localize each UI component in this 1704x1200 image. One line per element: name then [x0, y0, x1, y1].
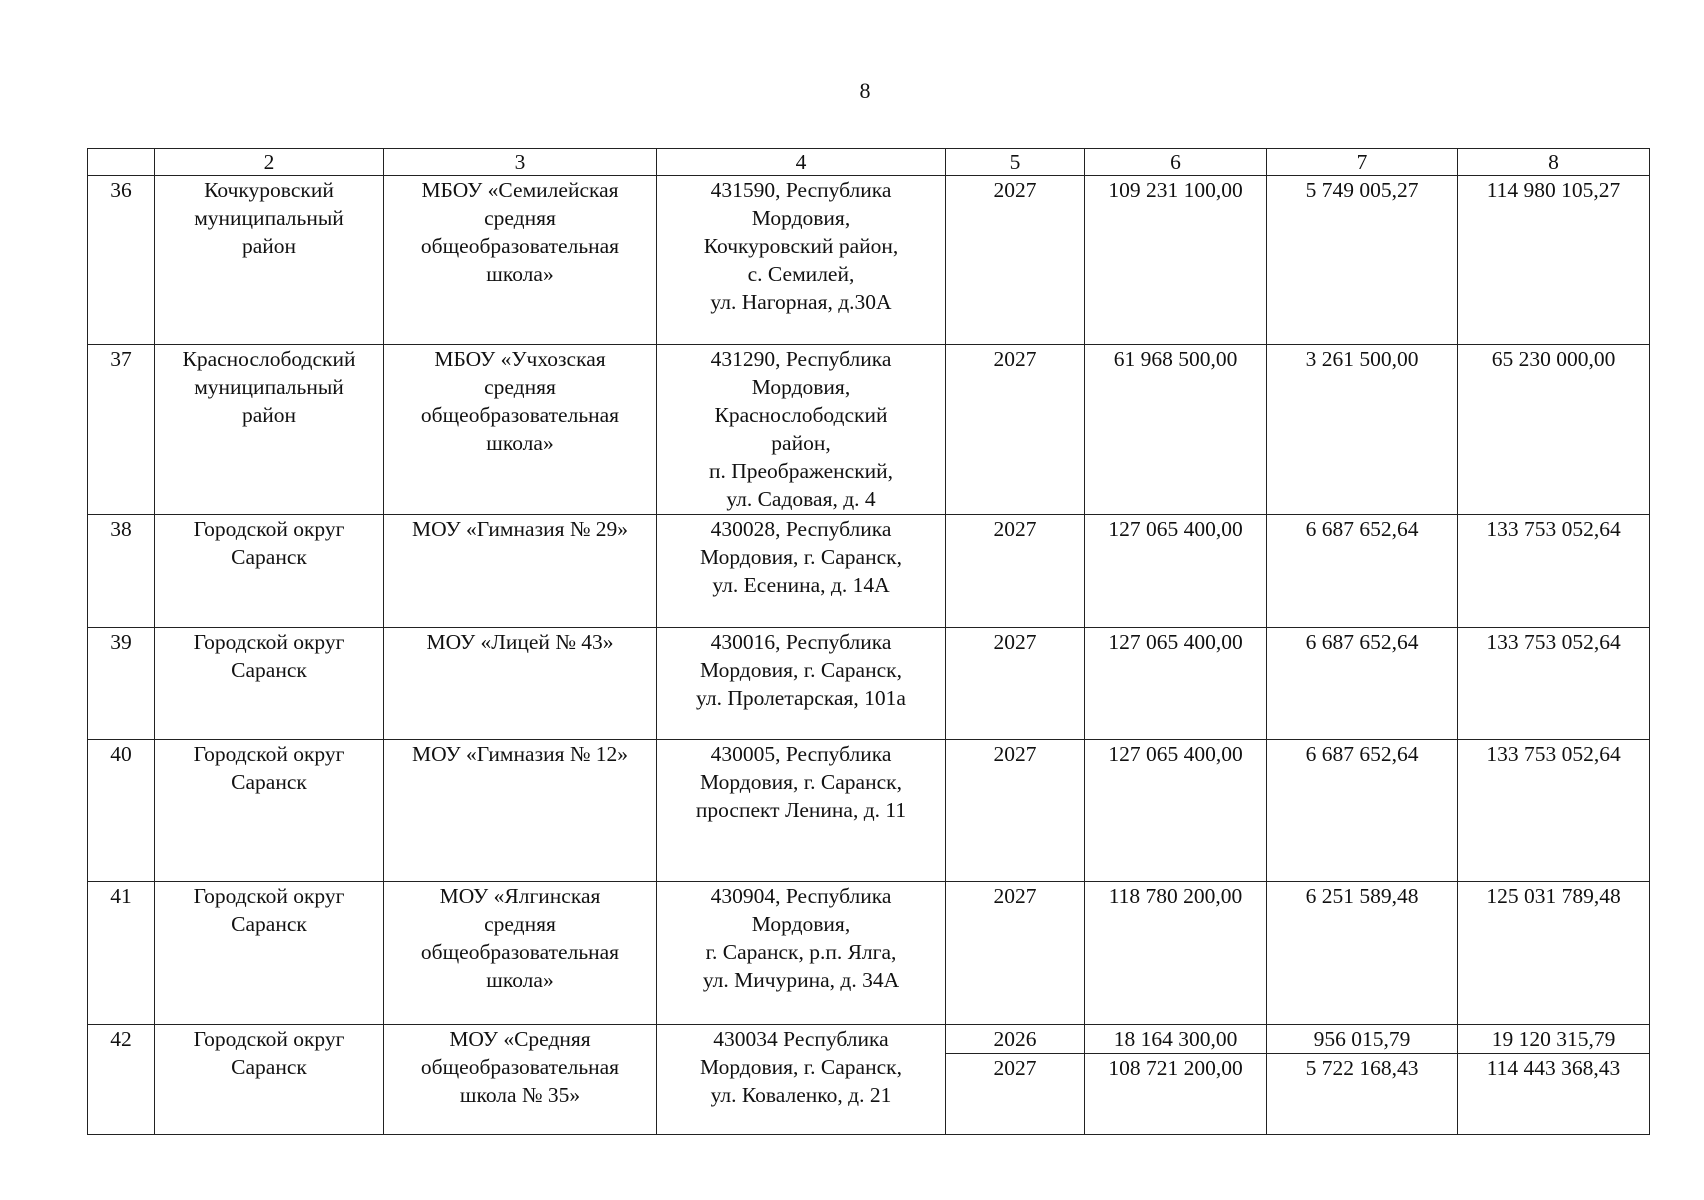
col8-value: 125 031 789,48: [1486, 884, 1621, 908]
col6-cell: [1085, 740, 1267, 882]
col7-cell: [1267, 628, 1458, 740]
row-number-cell: [88, 515, 155, 628]
col7-cell: [1267, 515, 1458, 628]
table-row: [88, 176, 1650, 345]
school-cell: [384, 515, 657, 628]
col6-cell: [1085, 176, 1267, 345]
col8-value: 65 230 000,00: [1491, 347, 1616, 371]
col6-cell: [1085, 1025, 1267, 1135]
school-cell-text: МБОУ «Учхозская средняя общеобразовательная школа»: [420, 347, 620, 455]
district-cell-text: Городской округ Саранск: [193, 884, 345, 936]
years-cell: [946, 345, 1085, 515]
address-cell-text: 430005, Республика Мордовия, г. Саранск, проспект Ленина, д. 11: [695, 742, 907, 822]
district-cell: [155, 345, 384, 515]
col7-value: 3 261 500,00: [1305, 347, 1419, 371]
col7-cell: [1267, 740, 1458, 882]
row-number-cell-text: 37: [110, 347, 132, 371]
budget-table: [87, 148, 1650, 1135]
header-cell: 8: [1458, 149, 1650, 176]
col6-cell: [1085, 628, 1267, 740]
col6-cell: [1085, 345, 1267, 515]
address-cell: [657, 740, 946, 882]
school-cell: [384, 345, 657, 515]
address-cell-text: 430028, Республика Мордовия, г. Саранск, ул. Есенина, д. 14А: [700, 517, 902, 597]
school-cell-text: МОУ «Гимназия № 12»: [412, 742, 628, 766]
school-cell: [384, 740, 657, 882]
col8-cell: [1458, 740, 1650, 882]
row-number-cell-text: 42: [110, 1027, 132, 1051]
col7-value: 956 015,79: [1267, 1025, 1457, 1054]
district-cell-text: Кочкуровский муниципальный район: [194, 178, 344, 258]
years-cell: [946, 1025, 1085, 1135]
col6-cell: [1085, 882, 1267, 1025]
col6-value: 61 968 500,00: [1113, 347, 1238, 371]
years-cell: [946, 740, 1085, 882]
header-cell: [88, 149, 155, 176]
years-value: 2027: [993, 630, 1037, 654]
years-cell: [946, 515, 1085, 628]
header-cell: 4: [657, 149, 946, 176]
district-cell-text: Городской округ Саранск: [193, 1027, 345, 1079]
address-cell-text: 430904, Республика Мордовия, г. Саранск, р.п. Ялга, ул. Мичурина, д. 34А: [702, 884, 900, 992]
years-value: 2027: [993, 742, 1037, 766]
years-value: 2027: [993, 884, 1037, 908]
district-cell: [155, 176, 384, 345]
col7-value: 6 687 652,64: [1305, 517, 1419, 541]
years-value: 2027: [993, 517, 1037, 541]
table-row: [88, 882, 1650, 1025]
col8-value: 19 120 315,79: [1458, 1025, 1649, 1054]
col6-value: 108 721 200,00: [1108, 1056, 1243, 1080]
address-cell: [657, 882, 946, 1025]
row-number-cell-text: 38: [110, 517, 132, 541]
col7-value: 5 749 005,27: [1305, 178, 1419, 202]
school-cell-text: МБОУ «Семилейская средняя общеобразовательная школа»: [420, 178, 620, 286]
school-cell-text: МОУ «Гимназия № 29»: [412, 517, 628, 541]
col7-cell: [1267, 1025, 1458, 1135]
col7-value: 5 722 168,43: [1305, 1056, 1419, 1080]
col7-value: 6 687 652,64: [1305, 630, 1419, 654]
table-row: [88, 515, 1650, 628]
header-cell: 3: [384, 149, 657, 176]
district-cell-text: Городской округ Саранск: [193, 742, 345, 794]
row-number-cell: [88, 176, 155, 345]
col6-value: 127 065 400,00: [1108, 517, 1243, 541]
header-cell: 6: [1085, 149, 1267, 176]
school-cell: [384, 176, 657, 345]
district-cell: [155, 740, 384, 882]
row-number-cell-text: 36: [110, 178, 132, 202]
col6-value: 118 780 200,00: [1108, 884, 1243, 908]
table-row: [88, 1025, 1650, 1135]
table-row: [88, 740, 1650, 882]
col8-value: 133 753 052,64: [1486, 742, 1621, 766]
col6-value: 127 065 400,00: [1108, 742, 1243, 766]
address-cell: [657, 628, 946, 740]
address-cell-text: 430034 Республика Мордовия, г. Саранск, ул. Коваленко, д. 21: [700, 1027, 902, 1107]
years-value: 2026: [946, 1025, 1084, 1054]
col8-value: 133 753 052,64: [1486, 517, 1621, 541]
row-number-cell: [88, 345, 155, 515]
header-cell: 5: [946, 149, 1085, 176]
col7-cell: [1267, 176, 1458, 345]
school-cell: [384, 1025, 657, 1135]
col8-cell: [1458, 345, 1650, 515]
col8-value: 114 980 105,27: [1486, 178, 1621, 202]
col8-cell: [1458, 882, 1650, 1025]
col7-value: 6 687 652,64: [1305, 742, 1419, 766]
district-cell-text: Городской округ Саранск: [193, 517, 345, 569]
row-number-cell: [88, 1025, 155, 1135]
district-cell: [155, 882, 384, 1025]
address-cell: [657, 515, 946, 628]
col6-value: 109 231 100,00: [1108, 178, 1243, 202]
school-cell-text: МОУ «Лицей № 43»: [426, 630, 614, 654]
col6-value: 127 065 400,00: [1108, 630, 1243, 654]
district-cell: [155, 628, 384, 740]
table-row: [88, 345, 1650, 515]
district-cell-text: Городской округ Саранск: [193, 630, 345, 682]
school-cell-text: МОУ «Ялгинская средняя общеобразовательная школа»: [420, 884, 620, 992]
col8-cell: [1458, 628, 1650, 740]
school-cell: [384, 628, 657, 740]
col8-cell: [1458, 176, 1650, 345]
header-cell: 2: [155, 149, 384, 176]
years-cell: [946, 176, 1085, 345]
col7-value: 6 251 589,48: [1305, 884, 1419, 908]
col6-value: 18 164 300,00: [1085, 1025, 1266, 1054]
row-number-cell: [88, 740, 155, 882]
years-value: 2027: [993, 347, 1037, 371]
col7-cell: [1267, 345, 1458, 515]
row-number-cell: [88, 628, 155, 740]
address-cell: [657, 1025, 946, 1135]
years-cell: [946, 882, 1085, 1025]
district-cell: [155, 1025, 384, 1135]
district-cell-text: Краснослободский муниципальный район: [182, 347, 356, 427]
years-cell: [946, 628, 1085, 740]
table-header-row: [88, 149, 1650, 176]
table-row: [88, 628, 1650, 740]
row-number-cell-text: 41: [110, 884, 132, 908]
col8-cell: [1458, 515, 1650, 628]
school-cell-text: МОУ «Средняя общеобразовательная школа № 35»: [420, 1027, 620, 1107]
school-cell: [384, 882, 657, 1025]
col8-value: 114 443 368,43: [1486, 1056, 1621, 1080]
page-number: 8: [859, 78, 871, 103]
years-value: 2027: [993, 1056, 1037, 1080]
district-cell: [155, 515, 384, 628]
row-number-cell-text: 39: [110, 630, 132, 654]
header-cell: 7: [1267, 149, 1458, 176]
col8-cell: [1458, 1025, 1650, 1135]
address-cell: [657, 176, 946, 345]
col7-cell: [1267, 882, 1458, 1025]
col8-value: 133 753 052,64: [1486, 630, 1621, 654]
address-cell-text: 431290, Республика Мордовия, Краснослободский район, п. Преображенский, ул. Садовая, д. 4: [708, 347, 894, 511]
years-value: 2027: [993, 178, 1037, 202]
address-cell-text: 431590, Республика Мордовия, Кочкуровский район, с. Семилей, ул. Нагорная, д.30А: [703, 178, 899, 314]
col6-cell: [1085, 515, 1267, 628]
row-number-cell-text: 40: [110, 742, 132, 766]
row-number-cell: [88, 882, 155, 1025]
address-cell: [657, 345, 946, 515]
address-cell-text: 430016, Республика Мордовия, г. Саранск, ул. Пролетарская, 101а: [696, 630, 906, 710]
